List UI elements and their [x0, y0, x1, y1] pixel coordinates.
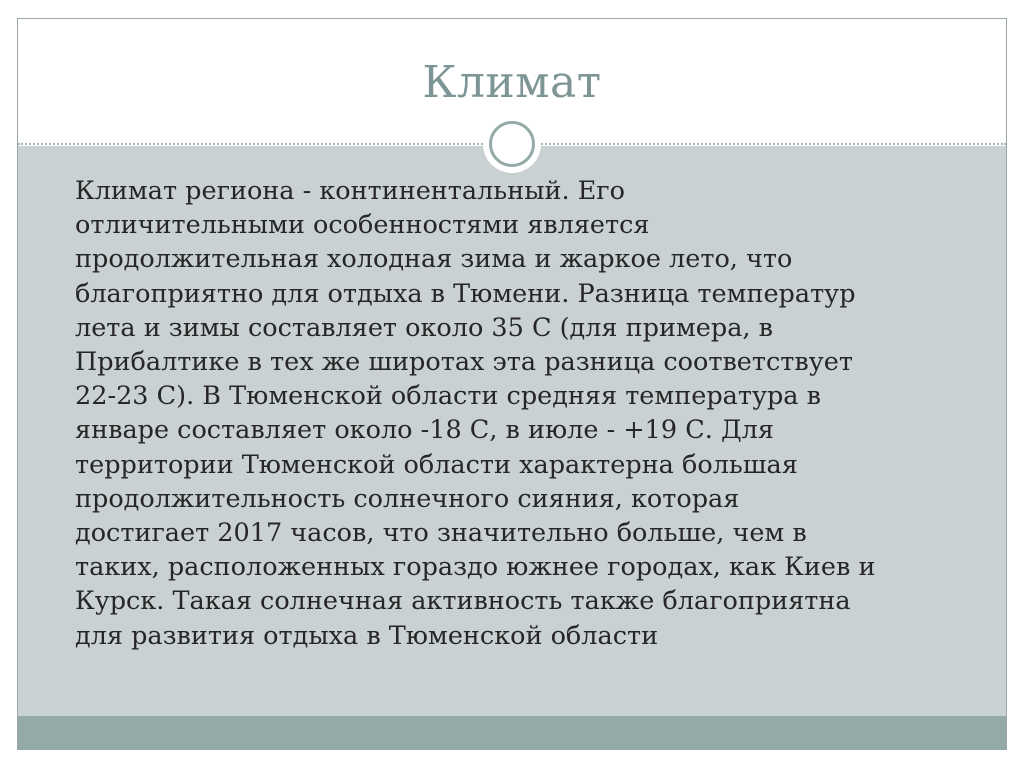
ring-ornament-inner: [489, 121, 535, 167]
ring-ornament-icon: [483, 115, 541, 173]
slide-body-text: Климат региона - континентальный. Его отличительными особенностями является продолжительная холодная зима и жаркое лето, что благоприятно для отдыха в Тюмени. Разница температур лета и зимы составляет около 35 С (для примера, в Прибалтике в тех же широтах эта разница соответствует 22-23 С). В Тюменской области средняя температура в январе составляет около -18 С, в июле - +19 С. Для территории Тюменской области характерна большая продолжительность солнечного сияния, которая достигает 2017 часов, что значительно больше, чем в таких, расположенных гораздо южнее городах, как Киев и Курск. Такая солнечная активность также благоприятна для развития отдыха в Тюменской области: [75, 176, 876, 651]
slide: [17, 18, 1007, 750]
footer-bar: [18, 716, 1006, 750]
slide-title: Климат: [422, 57, 602, 108]
